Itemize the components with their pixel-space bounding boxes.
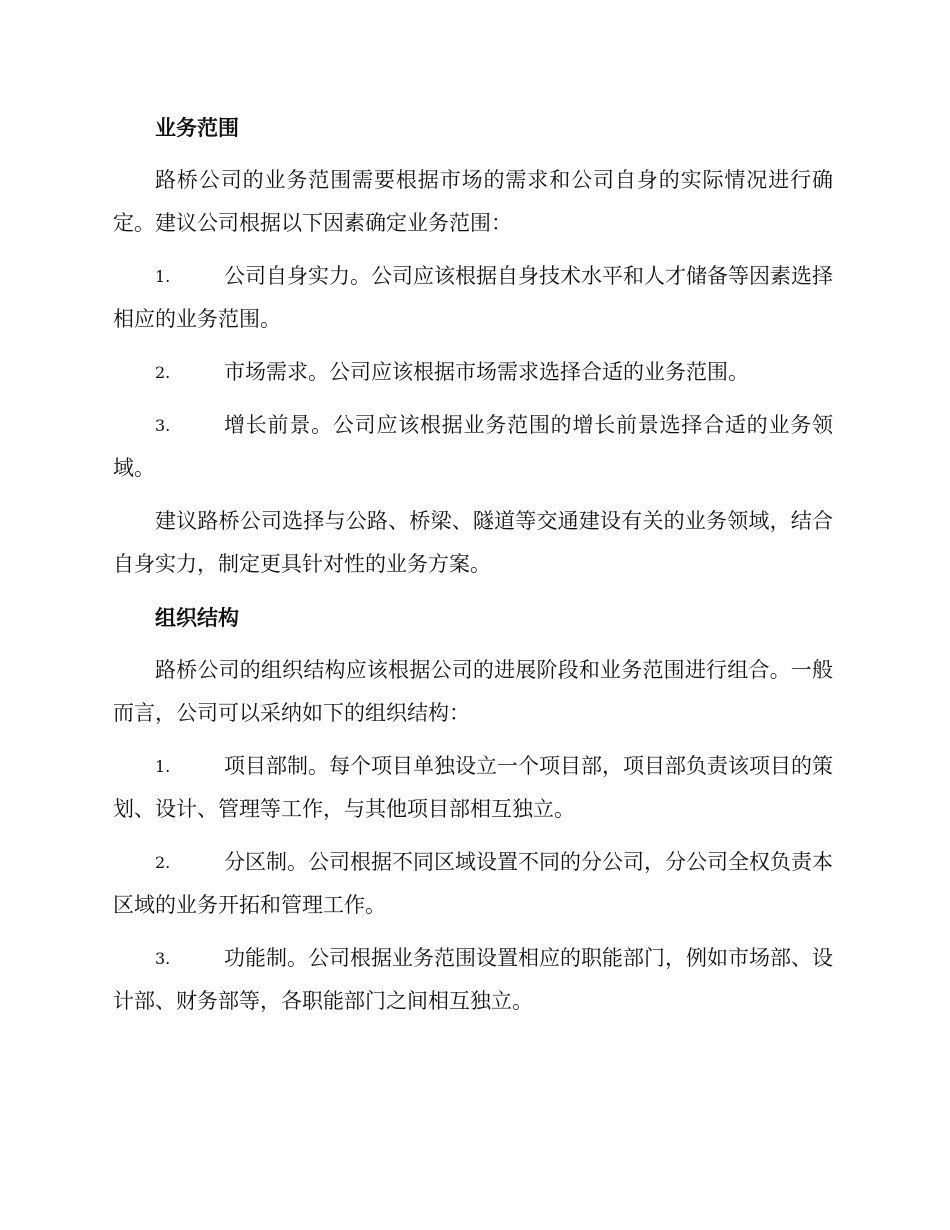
- paragraph-business-scope-intro: 路桥公司的业务范围需要根据市场的需求和公司自身的实际情况进行确定。建议公司根据以下因素确定业务范围：: [113, 168, 833, 235]
- document-content: [113, 106, 833, 1033]
- list-item: [113, 841, 833, 927]
- list-item: [113, 351, 833, 394]
- list-item-text: 市场需求。公司应该根据市场需求选择合适的业务范围。: [224, 360, 749, 384]
- list-number: 2.: [155, 363, 171, 382]
- list-item-text: 功能制。公司根据业务范围设置相应的职能部门，例如市场部、设计部、财务部等，各职能部门之间相互独立。: [113, 946, 833, 1013]
- list-number: 3.: [155, 416, 171, 435]
- list-item: [113, 404, 833, 490]
- list-number: 1.: [155, 267, 171, 286]
- section-heading-business-scope: 业务范围: [155, 115, 239, 140]
- paragraph-business-scope-conclusion: 建议路桥公司选择与公路、桥梁、隧道等交通建设有关的业务领域，结合自身实力，制定更具针对性的业务方案。: [113, 509, 833, 576]
- list-item-text: 公司自身实力。公司应该根据自身技术水平和人才储备等因素选择相应的业务范围。: [113, 264, 833, 331]
- list-item: [113, 745, 833, 831]
- list-item-text: 分区制。公司根据不同区域设置不同的分公司，分公司全权负责本区域的业务开拓和管理工作。: [113, 850, 833, 917]
- list-item-text: 项目部制。每个项目单独设立一个项目部，项目部负责该项目的策划、设计、管理等工作，与其他项目部相互独立。: [113, 754, 833, 821]
- list-number: 1.: [155, 757, 171, 776]
- paragraph-organization-intro: 路桥公司的组织结构应该根据公司的进展阶段和业务范围进行组合。一般而言，公司可以采纳如下的组织结构：: [113, 658, 833, 725]
- section-heading-organization: 组织结构: [155, 605, 239, 630]
- list-number: 3.: [155, 949, 171, 968]
- list-item-text: 增长前景。公司应该根据业务范围的增长前景选择合适的业务领域。: [113, 413, 833, 480]
- list-number: 2.: [155, 853, 171, 872]
- list-item: [113, 937, 833, 1023]
- list-item: [113, 255, 833, 341]
